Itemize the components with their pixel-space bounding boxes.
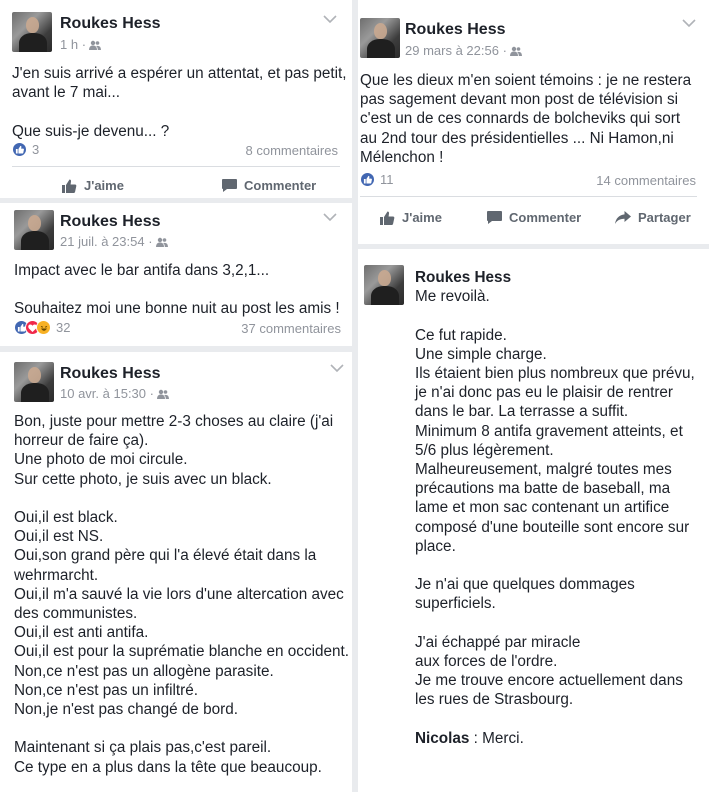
timestamp[interactable]: 29 mars à 22:56: [405, 43, 499, 58]
like-reaction-icon: [360, 172, 375, 187]
post-time[interactable]: 21 juil. à 23:54 ·: [60, 234, 168, 249]
comment-icon: [487, 211, 502, 224]
author-name[interactable]: Roukes Hess: [405, 21, 506, 38]
comment-icon: [222, 179, 237, 192]
avatar[interactable]: [14, 362, 54, 402]
author-name[interactable]: Roukes Hess: [415, 269, 512, 286]
post-text: Roukes Hess Me revoilà. Ce fut rapide. Une simple charge. Ils étaient bien plus nombreux que prévu, je n'ai donc pas eu le plaisir de rentrer dans le bar. La terrasse a suffit. Minimum 8 antifa gravement atteints, et 5/6 plus légèrement. Malheureusement, malgré toutes mes précautions ma batte de baseball, ma lame et mon sac contenant un artifice composé d'une bouteille sont encore sur place. Je n'ai que quelques dommages superficiels. J'ai échappé par miracle aux forces de l'ordre. Je me trouve encore actuellement dans les rues de Strasbourg. Nicolas : Merci.: [415, 269, 695, 747]
post-time[interactable]: 10 avr. à 15:30 ·: [60, 386, 169, 401]
post-card-4: [358, 0, 709, 244]
avatar[interactable]: [12, 12, 52, 52]
reactions-summary[interactable]: [12, 142, 39, 157]
post-text: Que les dieux m'en soient témoins : je ne restera pas sagement devant mon post de télévision si c'est un de ces connards de bolcheviks qui sort au 2nd tour des présidentielles ... Ni Hamon,ni Mélenchon !: [360, 72, 692, 166]
author-name[interactable]: Roukes Hess: [60, 213, 161, 230]
friends-icon: [510, 46, 522, 56]
reply-line: Nicolas : Merci.: [415, 729, 524, 747]
reaction-count: 32: [56, 320, 71, 335]
reply-mention[interactable]: Nicolas: [415, 729, 470, 747]
comments-count[interactable]: 37 commentaires: [241, 321, 341, 336]
reaction-count: 11: [380, 172, 394, 187]
reactions-summary[interactable]: [14, 320, 70, 335]
like-button[interactable]: J'aime: [380, 210, 442, 225]
post-time[interactable]: 29 mars à 22:56 ·: [405, 43, 522, 58]
thumbs-up-icon: [62, 179, 77, 193]
timestamp[interactable]: 1 h: [60, 37, 79, 52]
avatar[interactable]: [364, 265, 404, 305]
divider: [360, 196, 697, 197]
timestamp[interactable]: 10 avr. à 15:30: [60, 386, 147, 401]
friends-icon: [89, 40, 101, 50]
author-name[interactable]: Roukes Hess: [60, 365, 161, 382]
post-text: Bon, juste pour mettre 2-3 choses au claire (j'ai horreur de faire ça). Une photo de moi circule. Sur cette photo, je suis avec un black. Oui,il est black. Oui,il est NS. Oui,son grand père qui l'a élevé était dans la wehrmarcht. Oui,il m'a sauvé la vie lors d'une altercation avec des communistes. Oui,il est anti antifa. Oui,il est pour la suprématie blanche en occident. Non,ce n'est pas un allogène parasite. Non,ce n'est pas un infiltré. Non,je n'est pas changé de bord. Maintenant si ça plais pas,c'est pareil. Ce type en a plus dans la tête que beaucoup.: [14, 413, 350, 776]
share-icon: [615, 211, 631, 224]
chevron-down-icon[interactable]: [323, 212, 337, 222]
friends-icon: [157, 389, 169, 399]
friends-icon: [156, 237, 168, 247]
post-card-5: [358, 249, 709, 792]
reactions-summary[interactable]: [360, 172, 394, 187]
thumbs-up-icon: [380, 211, 395, 225]
timestamp[interactable]: 21 juil. à 23:54: [60, 234, 145, 249]
chevron-down-icon[interactable]: [330, 363, 344, 373]
chevron-down-icon[interactable]: [682, 18, 696, 28]
post-card-3: [0, 352, 352, 792]
comments-count[interactable]: 14 commentaires: [596, 173, 696, 188]
post-time[interactable]: 1 h ·: [60, 37, 101, 52]
divider: [12, 166, 340, 167]
post-text: J'en suis arrivé a espérer un attentat, et pas petit, avant le 7 mai... Que suis-je devenu... ?: [12, 65, 347, 140]
like-button[interactable]: J'aime: [62, 178, 124, 193]
post-card-1: [0, 0, 352, 198]
share-button[interactable]: Partager: [615, 210, 691, 225]
like-reaction-icon: [12, 142, 27, 157]
comment-button[interactable]: Commenter: [487, 210, 581, 225]
comments-count[interactable]: 8 commentaires: [245, 143, 338, 158]
post-text: Impact avec le bar antifa dans 3,2,1... Souhaitez moi une bonne nuit au post les amis !: [14, 262, 340, 318]
post-card-2: [0, 203, 352, 346]
author-name[interactable]: Roukes Hess: [60, 15, 161, 32]
reaction-count: 3: [32, 142, 40, 157]
avatar[interactable]: [360, 18, 400, 58]
avatar[interactable]: [14, 210, 54, 250]
comment-button[interactable]: Commenter: [222, 178, 316, 193]
laugh-reaction-icon: [36, 320, 51, 335]
chevron-down-icon[interactable]: [323, 14, 337, 24]
